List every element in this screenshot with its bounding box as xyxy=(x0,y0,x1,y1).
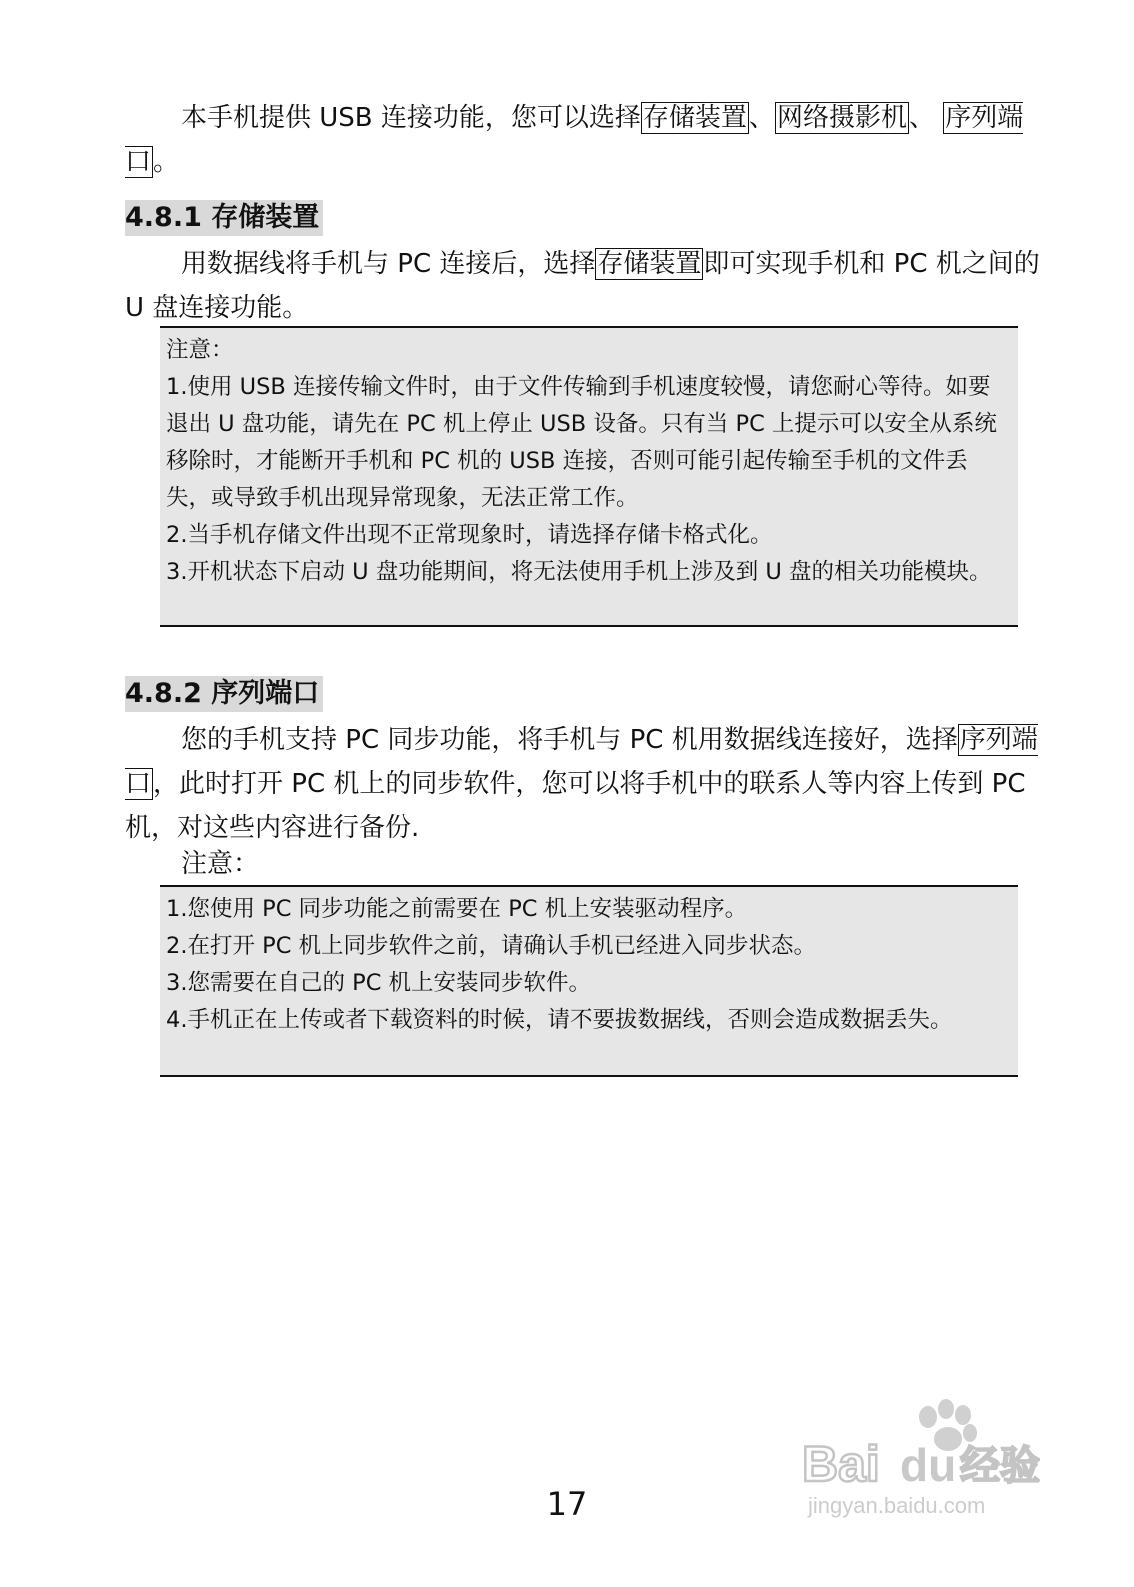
intro-text-after: 。 xyxy=(153,147,180,177)
watermark-url: jingyan.baidu.com xyxy=(808,1493,986,1518)
intro-separator-2: 、 xyxy=(908,103,935,133)
storage-note-item-2: 2.当手机存储文件出现不正常现象时，请选择存储卡格式化。 xyxy=(166,522,773,548)
serial-paragraph xyxy=(125,718,1060,850)
serial-note-item-4: 4.手机正在上传或者下载资料的时候，请不要拔数据线，否则会造成数据丢失。 xyxy=(166,1007,953,1033)
storage-note-item-1: 1.使用 USB 连接传输文件时，由于文件传输到手机速度较慢，请您耐心等待。如要退出 U 盘功能，请先在 PC 机上停止 USB 设备。只有当 PC 上提示可以安全从系统移除时，才能断开手机和 PC 机的 USB 连接，否则可能引起传输至手机的文件丢失，或导致手机出现异常现象，无法正常工作。 xyxy=(166,374,997,511)
option-webcam-box: 网络摄影机 xyxy=(776,103,907,133)
serial-note-box xyxy=(160,885,1018,1077)
serial-text-after: ，此时打开 PC 机上的同步软件，您可以将手机中的联系人等内容上传到 PC 机，对这些内容进行备份. xyxy=(125,769,1026,843)
watermark-brand-cn: 经验 xyxy=(960,1443,1040,1489)
page-number: 17 xyxy=(546,1485,588,1523)
serial-note-label: 注意： xyxy=(181,849,260,879)
section-heading-serial: 4.8.2 序列端口 xyxy=(125,676,323,712)
section-heading-storage: 4.8.1 存储装置 xyxy=(125,200,323,236)
storage-text-before: 用数据线将手机与 PC 连接后，选择 xyxy=(181,249,596,279)
intro-separator-1: 、 xyxy=(748,103,775,133)
intro-paragraph xyxy=(125,96,1060,184)
serial-text-before: 您的手机支持 PC 同步功能，将手机与 PC 机用数据线连接好，选择 xyxy=(181,725,958,755)
option-serial-box: 序列端口 xyxy=(125,103,1024,177)
serial-note-item-2: 2.在打开 PC 机上同步软件之前，请确认手机已经进入同步状态。 xyxy=(166,933,817,959)
watermark-brand-du: du xyxy=(900,1439,957,1491)
storage-note-item-3: 3.开机状态下启动 U 盘功能期间，将无法使用手机上涉及到 U 盘的相关功能模块。 xyxy=(166,559,992,585)
intro-text-before: 本手机提供 USB 连接功能，您可以选择 xyxy=(181,103,641,133)
storage-text-after: 即可实现手机和 PC 机之间的 U 盘连接功能。 xyxy=(125,249,1040,323)
storage-note-box xyxy=(160,326,1018,627)
serial-option-box: 序列端口 xyxy=(125,725,1038,799)
serial-note-item-1: 1.您使用 PC 同步功能之前需要在 PC 机上安装驱动程序。 xyxy=(166,896,748,922)
serial-note-item-3: 3.您需要在自己的 PC 机上安装同步软件。 xyxy=(166,970,592,996)
option-storage-box: 存储装置 xyxy=(642,103,747,133)
storage-note-label: 注意： xyxy=(166,337,234,363)
watermark-brand: Bai xyxy=(802,1436,880,1492)
storage-paragraph xyxy=(125,242,1060,330)
storage-option-box: 存储装置 xyxy=(597,249,702,279)
